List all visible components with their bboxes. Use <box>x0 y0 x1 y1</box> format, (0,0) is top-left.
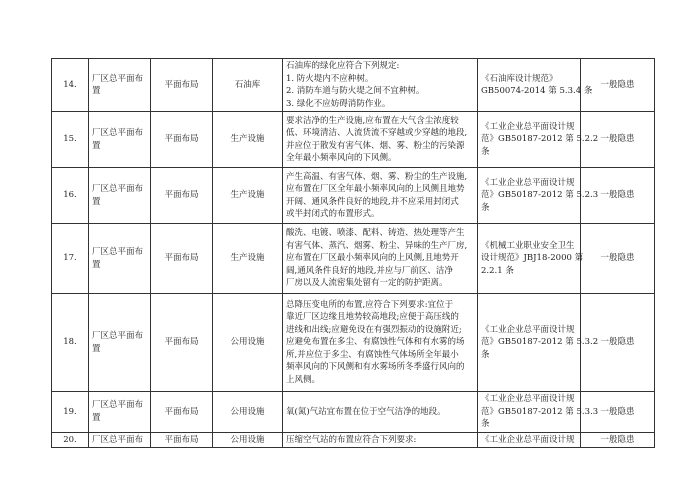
category-cell-line: 厂区总平面布 <box>92 128 144 138</box>
item-cell: 石油库 <box>213 59 283 112</box>
row-number: 14. <box>52 59 89 112</box>
category-cell <box>89 392 151 433</box>
requirement-cell-line: 全年最小频率风向的下风侧。 <box>286 153 397 163</box>
basis-cell <box>478 59 593 112</box>
subcategory-cell: 平面布局 <box>151 294 213 392</box>
subcategory-cell: 平面布局 <box>151 392 213 433</box>
requirement-cell <box>283 392 478 433</box>
category-cell-line: 厂区总平面布 <box>92 434 144 445</box>
basis-cell-line: 《工业企业总平面设计规 <box>481 177 575 188</box>
basis-cell-line: 《工业企业总平面设计规 <box>481 324 575 335</box>
category-cell <box>89 112 151 168</box>
subcategory-cell: 平面布局 <box>151 168 213 224</box>
category-cell-line: 置 <box>92 196 101 207</box>
basis-cell-line: 《工业企业总平面设计规 <box>481 394 575 404</box>
table-row <box>52 294 655 392</box>
category-cell-line: 厂区总平面布 <box>92 400 144 411</box>
requirement-cell <box>283 59 478 112</box>
basis-cell-line: 《机械工业职业安全卫生 <box>481 240 575 251</box>
requirement-cell <box>283 432 478 448</box>
basis-cell <box>478 294 599 392</box>
row-number: 15. <box>52 112 89 168</box>
basis-cell-line: 范》GB50187-2012 第 5.2.2 <box>481 134 599 145</box>
item-cell: 生产设施 <box>213 224 283 294</box>
hazard-level-cell: 一般隐患 <box>581 432 655 448</box>
requirement-cell <box>283 168 478 224</box>
category-cell-line: 置 <box>92 412 101 423</box>
basis-cell-line: 2.2.1 条 <box>481 265 514 276</box>
basis-cell-line: 范》GB50187-2012 第 5.3.2 <box>481 337 599 348</box>
requirement-cell-line: 频率风向的下风侧和有水雾场所冬季盛行风向的 <box>286 362 465 373</box>
table-row <box>52 392 655 433</box>
basis-cell-line: 条 <box>481 349 490 360</box>
item-cell: 生产设施 <box>213 112 283 168</box>
hazard-level-cell: 一般隐患 <box>581 59 655 112</box>
table-row <box>52 432 655 448</box>
category-cell-line: 置 <box>92 259 101 270</box>
category-cell <box>89 294 151 392</box>
requirement-cell-line: 应布置在厂区全年最小频率风向的上风侧且地势 <box>286 184 465 194</box>
row-number: 17. <box>52 224 89 294</box>
requirement-cell-line: 氧(氮)气站宜布置在位于空气洁净的地段。 <box>286 406 446 417</box>
requirement-cell-line: 上风侧。 <box>286 374 321 385</box>
requirement-cell-line: 应布置在厂区最小频率风向的上风侧,且地势开 <box>286 253 459 264</box>
requirement-cell-line: 开阔、通风条件良好的地段,并不应采用封闭式 <box>286 196 459 207</box>
basis-cell-line: 条 <box>481 146 490 157</box>
hazard-level-cell: 一般隐患 <box>581 294 655 392</box>
table-row <box>52 59 655 112</box>
subcategory-cell: 平面布局 <box>151 112 213 168</box>
requirement-cell-line: 阔,通风条件良好的地段,并应与厂前区、洁净 <box>286 265 453 276</box>
item-cell: 公用设施 <box>213 294 283 392</box>
basis-cell-line: 条 <box>481 419 490 429</box>
hazard-level-cell: 一般隐患 <box>581 224 655 294</box>
item-cell: 公用设施 <box>213 432 283 448</box>
requirement-cell <box>283 112 478 168</box>
category-cell-line: 厂区总平面布 <box>92 184 144 194</box>
hazard-standards-table <box>51 58 655 448</box>
requirement-cell-line: 压缩空气站的布置应符合下列要求: <box>286 434 417 445</box>
table-row <box>52 112 655 168</box>
requirement-cell-line: 并应位于散发有害气体、烟、雾、粉尘的污染源 <box>286 140 465 151</box>
requirement-cell <box>283 294 478 392</box>
requirement-cell-line: 所,并应位于多尘、有腐蚀性气体场所全年最小 <box>286 349 459 360</box>
table-row <box>52 224 655 294</box>
row-number: 19. <box>52 392 89 433</box>
row-number: 20. <box>52 432 89 448</box>
basis-cell-line: 《石油库设计规范》 <box>481 73 558 84</box>
requirement-cell <box>283 224 478 294</box>
requirement-cell-line: 酸洗、电镀、喷漆、配料、铸造、热处理等产生 <box>286 228 465 239</box>
item-cell: 公用设施 <box>213 392 283 433</box>
basis-cell-line: 设计规范》JBJ18-2000 第 <box>481 253 584 264</box>
requirement-cell-line: 2. 消防车道与防火堤之间不宜种树。 <box>286 86 425 96</box>
category-cell <box>89 59 151 112</box>
requirement-cell-line: 3. 绿化不应妨碍消防作业。 <box>286 98 391 109</box>
category-cell-line: 厂区总平面布 <box>92 331 144 341</box>
requirement-cell-line: 或半封闭式的布置形式。 <box>286 209 380 219</box>
subcategory-cell: 平面布局 <box>151 59 213 112</box>
requirement-cell-line: 靠近厂区边缘且地势较高地段;应便于高压线的 <box>286 312 459 323</box>
row-number: 18. <box>52 294 89 392</box>
category-cell-line: 厂区总平面布 <box>92 73 144 84</box>
category-cell <box>89 168 151 224</box>
category-cell-line: 置 <box>92 140 101 151</box>
requirement-cell-line: 低、环境清洁、人流货流不穿越或少穿越的地段, <box>286 128 468 138</box>
basis-cell-line: 范》GB50187-2012 第 5.3.3 <box>481 406 599 417</box>
requirement-cell-line: 进线和出线;应避免设在有强烈振动的设施附近; <box>286 324 462 335</box>
requirement-cell-line: 厂房以及人流密集处留有一定的防护距离。 <box>286 278 448 289</box>
category-cell-line: 置 <box>92 343 101 354</box>
basis-cell-line: GB50074-2014 第 5.3.4 条 <box>481 86 593 96</box>
basis-cell <box>478 432 581 448</box>
basis-cell <box>478 112 599 168</box>
basis-cell-line: 条 <box>481 202 490 213</box>
requirement-cell-line: 有害气体、蒸汽、烟雾、粉尘、异味的生产厂房, <box>286 240 468 251</box>
basis-cell-line: 范》GB50187-2012 第 5.2.3 <box>481 190 599 201</box>
requirement-cell-line: 总降压变电所的布置,应符合下列要求:宜位于 <box>286 299 454 310</box>
basis-cell <box>478 224 584 294</box>
basis-cell-line: 《工业企业总平面设计规 <box>481 121 575 132</box>
item-cell: 生产设施 <box>213 168 283 224</box>
subcategory-cell: 平面布局 <box>151 432 213 448</box>
category-cell-line: 厂区总平面布 <box>92 247 144 257</box>
requirement-cell-line: 石油库的绿化应符合下列规定: <box>286 61 400 71</box>
row-number: 16. <box>52 168 89 224</box>
category-cell <box>89 432 151 448</box>
table-row <box>52 168 655 224</box>
category-cell-line: 置 <box>92 86 101 96</box>
requirement-cell-line: 要求洁净的生产设施,应布置在大气含尘浓度较 <box>286 115 459 126</box>
requirement-cell-line: 1. 防火堤内不应种树。 <box>286 73 374 84</box>
hazard-level-cell: 一般隐患 <box>581 168 655 224</box>
hazard-level-cell: 一般隐患 <box>581 392 655 433</box>
basis-cell-line: 《工业企业总平面设计规 <box>481 434 575 445</box>
basis-cell <box>478 392 599 433</box>
requirement-cell-line: 应避免布置在多尘、有腐蚀性气体和有水雾的场 <box>286 337 465 348</box>
hazard-level-cell: 一般隐患 <box>581 112 655 168</box>
subcategory-cell: 平面布局 <box>151 224 213 294</box>
category-cell <box>89 224 151 294</box>
basis-cell <box>478 168 599 224</box>
requirement-cell-line: 产生高温、有害气体、烟、雾、粉尘的生产设施, <box>286 171 468 182</box>
